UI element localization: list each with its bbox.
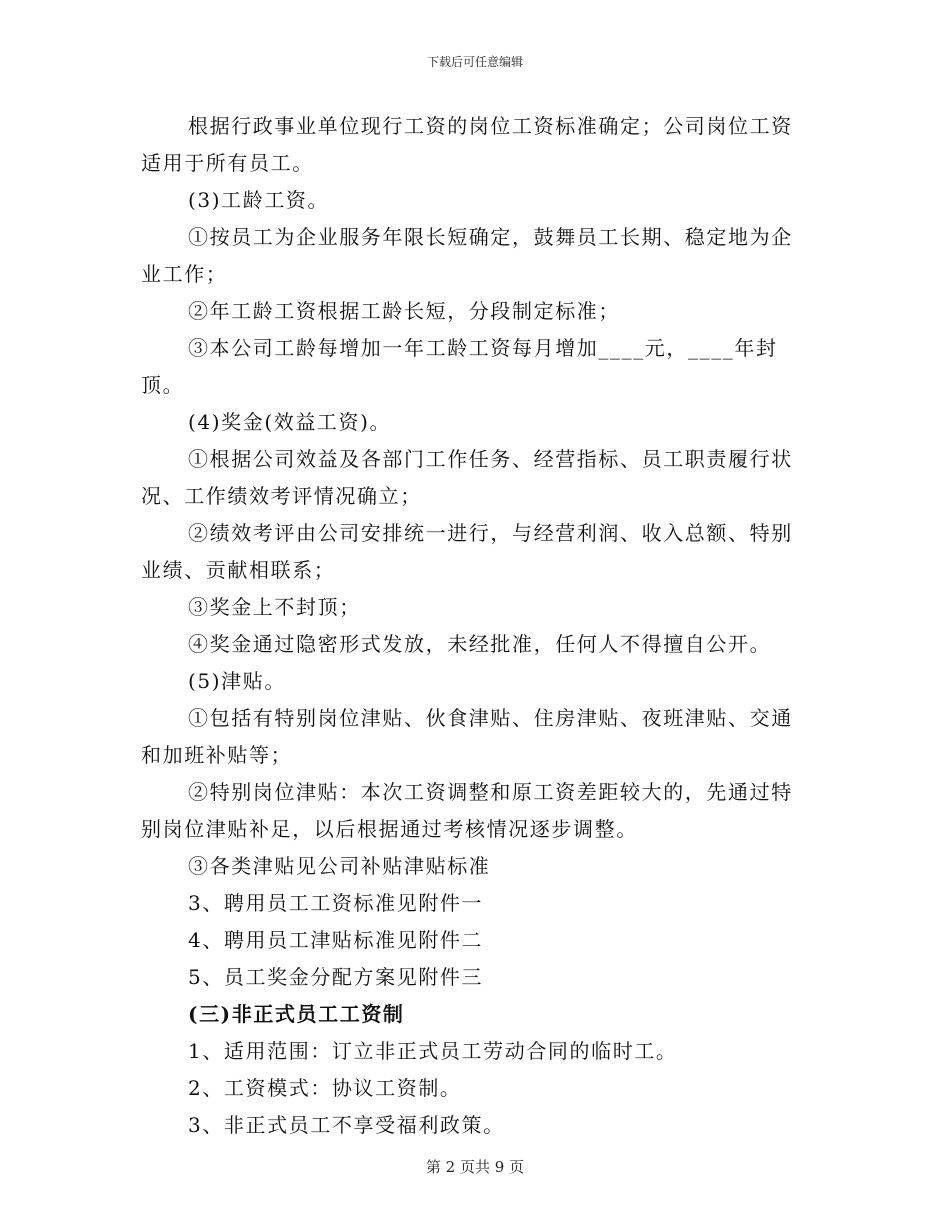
paragraph: ③各类津贴见公司补贴津贴标准 bbox=[188, 854, 491, 878]
paragraph: ③奖金上不封顶； bbox=[188, 595, 361, 619]
paragraph: (3)工龄工资。 bbox=[188, 188, 330, 212]
paragraph: ②绩效考评由公司安排统一进行，与经营利润、收入总额、特别业绩、贡献相联系； bbox=[141, 521, 793, 582]
paragraph: 3、非正式员工不享受福利政策。 bbox=[188, 1113, 505, 1137]
paragraph: ①按员工为企业服务年限长短确定，鼓舞员工长期、稳定地为企业工作； bbox=[141, 225, 793, 286]
paragraph: 1、适用范围：订立非正式员工劳动合同的临时工。 bbox=[188, 1039, 678, 1063]
paragraph: ④奖金通过隐密形式发放，未经批准，任何人不得擅自公开。 bbox=[188, 632, 772, 656]
page-footer: 第 2 页共 9 页 bbox=[425, 1158, 525, 1176]
page-header: 下载后可任意编辑 bbox=[426, 55, 523, 69]
paragraph: ②年工龄工资根据工龄长短，分段制定标准； bbox=[188, 299, 620, 323]
paragraph: 4、聘用员工津贴标准见附件二 bbox=[188, 928, 484, 952]
section-heading: (三)非正式员工工资制 bbox=[188, 1002, 405, 1026]
paragraph: 3、聘用员工工资标准见附件一 bbox=[188, 891, 484, 915]
paragraph: ③本公司工龄每增加一年工龄工资每月增加____元，____年封顶。 bbox=[141, 336, 778, 397]
paragraph: (4)奖金(效益工资)。 bbox=[188, 410, 392, 434]
document-body bbox=[141, 108, 811, 1144]
paragraph: 根据行政事业单位现行工资的岗位工资标准确定；公司岗位工资适用于所有员工。 bbox=[141, 114, 793, 175]
paragraph: 5、员工奖金分配方案见附件三 bbox=[188, 965, 484, 989]
paragraph: 2、工资模式：协议工资制。 bbox=[188, 1076, 462, 1100]
paragraph: ①包括有特别岗位津贴、伙食津贴、住房津贴、夜班津贴、交通和加班补贴等； bbox=[141, 706, 793, 767]
paragraph: (5)津贴。 bbox=[188, 669, 286, 693]
paragraph: ②特别岗位津贴：本次工资调整和原工资差距较大的，先通过特别岗位津贴补足，以后根据通过考核情况逐步调整。 bbox=[141, 780, 793, 841]
paragraph: ①根据公司效益及各部门工作任务、经营指标、员工职责履行状况、工作绩效考评情况确立； bbox=[141, 447, 793, 508]
